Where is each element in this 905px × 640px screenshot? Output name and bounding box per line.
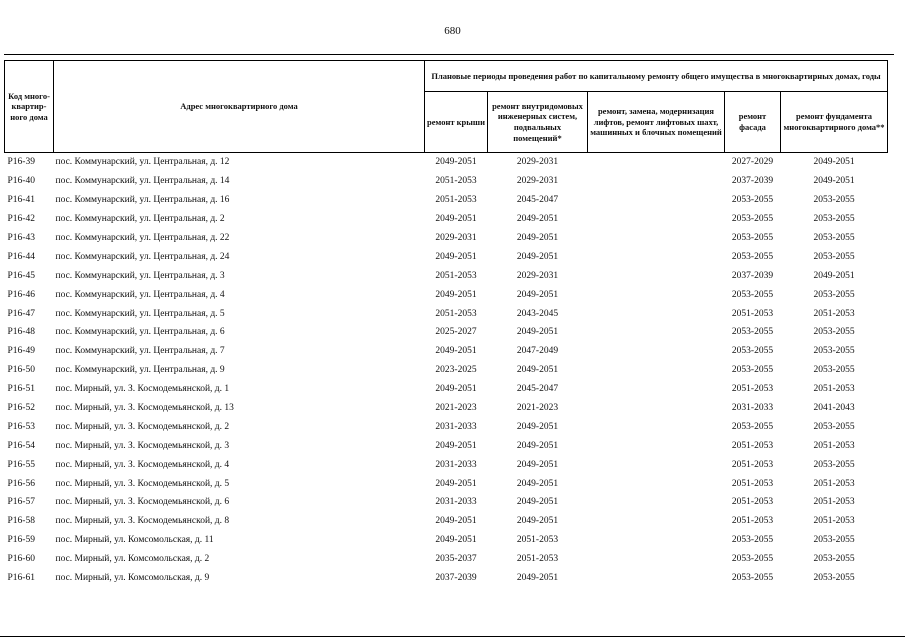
table-row — [5, 436, 888, 455]
cell-foundation: 2053-2055 — [813, 214, 855, 225]
cell-facade: 2051-2053 — [731, 440, 774, 451]
cell-lifts — [588, 361, 725, 380]
cell-code: P16-56 — [7, 478, 35, 489]
cell-lifts — [588, 474, 725, 493]
cell-roof: 2051-2053 — [435, 308, 477, 319]
cell-facade: 2053-2055 — [731, 365, 774, 376]
cell-address: пос. Коммунарский, ул. Центральная, д. 2 — [55, 214, 225, 225]
cell-systems: 2049-2051 — [516, 440, 559, 451]
cell-address: пос. Мирный, ул. З. Космодемьянской, д. 8 — [55, 516, 230, 527]
cell-code: P16-50 — [7, 365, 35, 376]
cell-roof: 2021-2023 — [435, 403, 477, 414]
cell-roof: 2031-2033 — [435, 459, 477, 470]
table-row — [5, 191, 888, 210]
table-row — [5, 323, 888, 342]
cell-systems: 2049-2051 — [516, 365, 559, 376]
table-row — [5, 512, 888, 531]
cell-lifts — [588, 380, 725, 399]
table-row — [5, 531, 888, 550]
cell-systems: 2049-2051 — [516, 459, 559, 470]
table-row — [5, 285, 888, 304]
cell-foundation: 2051-2053 — [813, 497, 855, 508]
cell-address: пос. Коммунарский, ул. Центральная, д. 9 — [55, 365, 225, 376]
cell-code: P16-49 — [7, 346, 35, 357]
cell-facade: 2053-2055 — [731, 535, 774, 546]
table-row — [5, 361, 888, 380]
cell-roof: 2031-2033 — [435, 497, 477, 508]
cell-lifts — [588, 417, 725, 436]
header-systems: ремонт внутридомовых инженерных систем, подвальных помещений* — [488, 92, 588, 153]
cell-code: P16-60 — [7, 554, 35, 565]
header-code: Код много-квартир-ного дома — [5, 61, 54, 153]
cell-lifts — [588, 210, 725, 229]
table-row — [5, 229, 888, 248]
cell-roof: 2037-2039 — [435, 573, 477, 584]
cell-foundation: 2053-2055 — [813, 554, 855, 565]
cell-foundation: 2049-2051 — [813, 270, 855, 281]
cell-roof: 2049-2051 — [435, 384, 477, 395]
table-row — [5, 380, 888, 399]
cell-facade: 2053-2055 — [731, 289, 774, 300]
cell-foundation: 2053-2055 — [813, 195, 855, 206]
cell-foundation: 2051-2053 — [813, 440, 855, 451]
cell-lifts — [588, 550, 725, 569]
cell-address: пос. Коммунарский, ул. Центральная, д. 5 — [55, 308, 225, 319]
cell-code: P16-47 — [7, 308, 35, 319]
cell-facade: 2051-2053 — [731, 497, 774, 508]
cell-address: пос. Коммунарский, ул. Центральная, д. 12 — [55, 157, 230, 168]
cell-foundation: 2053-2055 — [813, 573, 855, 584]
cell-address: пос. Коммунарский, ул. Центральная, д. 16 — [55, 195, 230, 206]
cell-systems: 2049-2051 — [516, 573, 559, 584]
cell-address: пос. Мирный, ул. З. Космодемьянской, д. 6 — [55, 497, 230, 508]
cell-roof: 2049-2051 — [435, 214, 477, 225]
cell-address: пос. Мирный, ул. З. Космодемьянской, д. 13 — [55, 403, 234, 414]
cell-lifts — [588, 512, 725, 531]
table-row — [5, 417, 888, 436]
cell-facade: 2031-2033 — [731, 403, 774, 414]
cell-foundation: 2053-2055 — [813, 421, 855, 432]
cell-systems: 2029-2031 — [516, 157, 559, 168]
cell-roof: 2051-2053 — [435, 176, 477, 187]
cell-systems: 2047-2049 — [516, 346, 559, 357]
cell-lifts — [588, 266, 725, 285]
table-row — [5, 399, 888, 418]
cell-roof: 2049-2051 — [435, 289, 477, 300]
cell-code: P16-43 — [7, 233, 35, 243]
table-row — [5, 247, 888, 266]
header-lifts: ремонт, замена, модернизация лифтов, ремонт лифтовых шахт, машинных и блочных помещений — [588, 92, 725, 153]
cell-roof: 2051-2053 — [435, 270, 477, 281]
cell-code: P16-53 — [7, 421, 35, 432]
cell-foundation: 2053-2055 — [813, 365, 855, 376]
cell-lifts — [588, 531, 725, 550]
cell-roof: 2049-2051 — [435, 346, 477, 357]
cell-foundation: 2051-2053 — [813, 516, 855, 527]
cell-systems: 2021-2023 — [516, 403, 559, 414]
cell-foundation: 2053-2055 — [813, 327, 855, 338]
cell-foundation: 2053-2055 — [813, 233, 855, 243]
cell-address: пос. Мирный, ул. Комсомольская, д. 11 — [55, 535, 214, 546]
cell-foundation: 2051-2053 — [813, 308, 855, 319]
cell-roof: 2031-2033 — [435, 421, 477, 432]
cell-facade: 2053-2055 — [731, 233, 774, 243]
cell-address: пос. Мирный, ул. Комсомольская, д. 2 — [55, 554, 210, 565]
header-roof: ремонт крыши — [425, 92, 488, 153]
cell-lifts — [588, 342, 725, 361]
cell-code: P16-39 — [7, 157, 35, 168]
cell-lifts — [588, 153, 725, 172]
cell-lifts — [588, 229, 725, 248]
table-row — [5, 210, 888, 229]
cell-address: пос. Коммунарский, ул. Центральная, д. 3 — [55, 270, 225, 281]
cell-foundation: 2053-2055 — [813, 346, 855, 357]
cell-facade: 2051-2053 — [731, 384, 774, 395]
cell-systems: 2049-2051 — [516, 289, 559, 300]
cell-address: пос. Мирный, ул. З. Космодемьянской, д. 4 — [55, 459, 230, 470]
table-row — [5, 342, 888, 361]
cell-code: P16-48 — [7, 327, 35, 338]
cell-systems: 2049-2051 — [516, 421, 559, 432]
cell-systems: 2049-2051 — [516, 516, 559, 527]
cell-code: P16-52 — [7, 403, 35, 414]
cell-address: пос. Коммунарский, ул. Центральная, д. 22 — [55, 233, 230, 243]
cell-roof: 2023-2025 — [435, 365, 477, 376]
cell-facade: 2053-2055 — [731, 214, 774, 225]
header-address: Адрес многоквартирного дома — [54, 61, 425, 153]
cell-code: P16-44 — [7, 251, 35, 262]
cell-facade: 2027-2029 — [731, 157, 774, 168]
cell-systems: 2049-2051 — [516, 214, 559, 225]
cell-systems: 2029-2031 — [516, 176, 559, 187]
cell-code: P16-42 — [7, 214, 35, 225]
cell-facade: 2053-2055 — [731, 346, 774, 357]
cell-systems: 2043-2045 — [516, 308, 559, 319]
cell-code: P16-45 — [7, 270, 35, 281]
cell-systems: 2051-2053 — [516, 535, 559, 546]
cell-code: P16-40 — [7, 176, 35, 187]
cell-facade: 2053-2055 — [731, 573, 774, 584]
cell-facade: 2053-2055 — [731, 554, 774, 565]
table-body — [5, 153, 888, 588]
table-row — [5, 455, 888, 474]
table-row — [5, 550, 888, 569]
cell-systems: 2045-2047 — [516, 384, 559, 395]
cell-code: P16-41 — [7, 195, 35, 206]
cell-address: пос. Коммунарский, ул. Центральная, д. 7 — [55, 346, 225, 357]
cell-code: P16-58 — [7, 516, 35, 527]
cell-roof: 2051-2053 — [435, 195, 477, 206]
cell-foundation: 2053-2055 — [813, 535, 855, 546]
cell-address: пос. Мирный, ул. З. Космодемьянской, д. 1 — [55, 384, 230, 395]
cell-facade: 2051-2053 — [731, 516, 774, 527]
cell-systems: 2049-2051 — [516, 233, 559, 243]
cell-roof: 2025-2027 — [435, 327, 477, 338]
cell-foundation: 2053-2055 — [813, 459, 855, 470]
cell-foundation: 2053-2055 — [813, 251, 855, 262]
repair-schedule-table-container — [4, 60, 888, 587]
cell-systems: 2049-2051 — [516, 478, 559, 489]
cell-facade: 2051-2053 — [731, 459, 774, 470]
cell-address: пос. Мирный, ул. З. Космодемьянской, д. 5 — [55, 478, 230, 489]
bottom-rule — [0, 636, 905, 637]
cell-systems: 2051-2053 — [516, 554, 559, 565]
cell-code: P16-59 — [7, 535, 35, 546]
cell-foundation: 2049-2051 — [813, 157, 855, 168]
cell-code: P16-54 — [7, 440, 35, 451]
cell-facade: 2053-2055 — [731, 251, 774, 262]
cell-facade: 2037-2039 — [731, 176, 774, 187]
cell-roof: 2049-2051 — [435, 157, 477, 168]
cell-address: пос. Коммунарский, ул. Центральная, д. 24 — [55, 251, 230, 262]
cell-roof: 2049-2051 — [435, 251, 477, 262]
cell-address: пос. Коммунарский, ул. Центральная, д. 14 — [55, 176, 230, 187]
top-rule — [4, 54, 894, 55]
cell-lifts — [588, 399, 725, 418]
cell-foundation: 2051-2053 — [813, 384, 855, 395]
cell-roof: 2049-2051 — [435, 478, 477, 489]
cell-lifts — [588, 172, 725, 191]
cell-lifts — [588, 247, 725, 266]
cell-lifts — [588, 455, 725, 474]
cell-roof: 2049-2051 — [435, 516, 477, 527]
cell-foundation: 2041-2043 — [813, 403, 855, 414]
cell-foundation: 2051-2053 — [813, 478, 855, 489]
cell-systems: 2045-2047 — [516, 195, 559, 206]
cell-address: пос. Коммунарский, ул. Центральная, д. 4 — [55, 289, 225, 300]
cell-code: P16-57 — [7, 497, 35, 508]
cell-lifts — [588, 285, 725, 304]
cell-address: пос. Мирный, ул. Комсомольская, д. 9 — [55, 573, 210, 584]
cell-roof: 2029-2031 — [435, 233, 477, 243]
cell-lifts — [588, 323, 725, 342]
cell-facade: 2053-2055 — [731, 421, 774, 432]
header-foundation: ремонт фундамента многоквартирного дома** — [781, 92, 888, 153]
cell-foundation: 2053-2055 — [813, 289, 855, 300]
header-periods-group: Плановые периоды проведения работ по капитальному ремонту общего имущества в многоквартирных домах, годы — [425, 61, 888, 92]
cell-address: пос. Мирный, ул. З. Космодемьянской, д. 2 — [55, 421, 230, 432]
repair-schedule-table — [4, 60, 888, 587]
cell-lifts — [588, 191, 725, 210]
cell-code: P16-46 — [7, 289, 35, 300]
cell-systems: 2049-2051 — [516, 327, 559, 338]
table-row — [5, 153, 888, 172]
cell-facade: 2053-2055 — [731, 195, 774, 206]
cell-facade: 2051-2053 — [731, 478, 774, 489]
table-row — [5, 569, 888, 588]
cell-roof: 2049-2051 — [435, 440, 477, 451]
cell-roof: 2035-2037 — [435, 554, 477, 565]
cell-facade: 2053-2055 — [731, 327, 774, 338]
table-row — [5, 304, 888, 323]
cell-code: P16-51 — [7, 384, 35, 395]
cell-systems: 2049-2051 — [516, 497, 559, 508]
cell-code: P16-55 — [7, 459, 35, 470]
cell-systems: 2029-2031 — [516, 270, 559, 281]
cell-facade: 2037-2039 — [731, 270, 774, 281]
table-row — [5, 266, 888, 285]
cell-lifts — [588, 493, 725, 512]
cell-foundation: 2049-2051 — [813, 176, 855, 187]
cell-lifts — [588, 569, 725, 588]
table-row — [5, 493, 888, 512]
table-row — [5, 172, 888, 191]
cell-facade: 2051-2053 — [731, 308, 774, 319]
page-number: 680 — [444, 25, 461, 37]
cell-systems: 2049-2051 — [516, 251, 559, 262]
cell-address: пос. Мирный, ул. З. Космодемьянской, д. 3 — [55, 440, 230, 451]
cell-address: пос. Коммунарский, ул. Центральная, д. 6 — [55, 327, 225, 338]
cell-roof: 2049-2051 — [435, 535, 477, 546]
table-header — [5, 61, 888, 153]
cell-code: P16-61 — [7, 573, 35, 584]
table-row — [5, 474, 888, 493]
header-facade: ремонт фасада — [725, 92, 781, 153]
cell-lifts — [588, 436, 725, 455]
cell-lifts — [588, 304, 725, 323]
